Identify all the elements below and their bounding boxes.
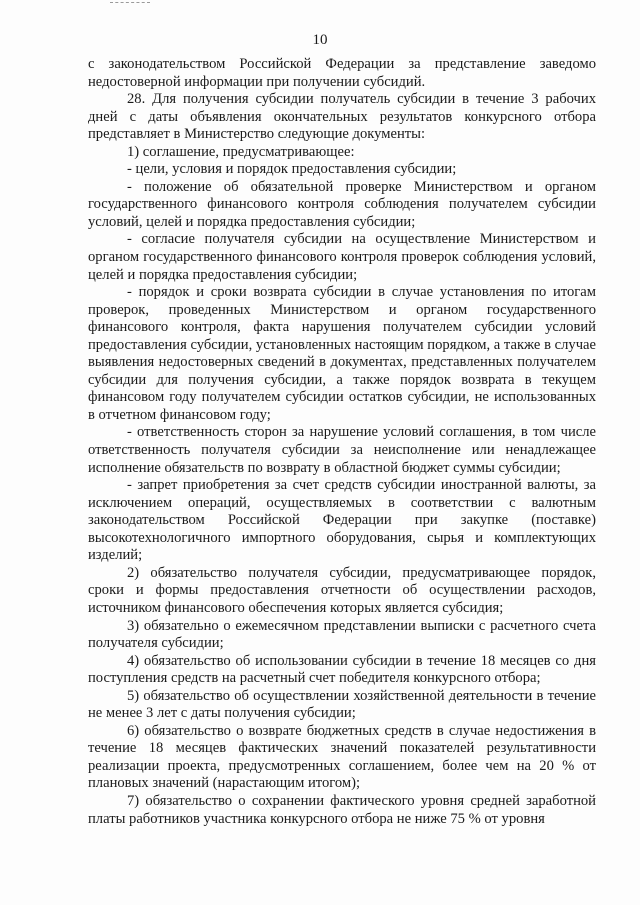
scan-artifact [110, 2, 150, 7]
paragraph: - порядок и сроки возврата субсидии в случае установления по итогам проверок, проведенных Министерством и органом государственного финансового контроля, факта нарушения получателем субсидии условий предоставления субсидии, установленных настоящим порядком, а также в случае выявления недостоверных сведений в документах, представленных получателем субсидии для получения субсидии, а также порядок возврата в текущем финансовом году получателем субсидии остатков субсидии, не использованных в отчетном финансовом году; [88, 284, 596, 423]
paragraph: 28. Для получения субсидии получатель субсидии в течение 3 рабочих дней с даты объявления окончательных результатов конкурсного отбора представляет в Министерство следующие документы: [88, 91, 596, 143]
paragraph: - согласие получателя субсидии на осуществление Министерством и органом государственного финансового контроля проверок соблюдения условий, целей и порядка предоставления субсидии; [88, 231, 596, 283]
paragraph: - ответственность сторон за нарушение условий соглашения, в том числе ответственность получателя субсидии за неисполнение или ненадлежащее исполнение обязательств по возврату в областной бюджет суммы субсидии; [88, 424, 596, 476]
paragraph: - запрет приобретения за счет средств субсидии иностранной валюты, за исключением операций, осуществляемых в соответствии с валютным законодательством Российской Федерации при закупке (поставке) высокотехнологичного импортного оборудования, сырья и комплектующих изделий; [88, 477, 596, 564]
paragraph: 7) обязательство о сохранении фактического уровня средней заработной платы работников участника конкурсного отбора не ниже 75 % от уровня [88, 792, 596, 827]
paragraph: 3) обязательно о ежемесячном представлении выписки с расчетного счета получателя субсидии; [88, 617, 596, 652]
document-body [88, 56, 596, 828]
paragraph: с законодательством Российской Федерации за представление заведомо недостоверной информации при получении субсидий. [88, 56, 596, 90]
paragraph: - цели, условия и порядок предоставления субсидии; [127, 161, 457, 178]
paragraph: 6) обязательство о возврате бюджетных средств в случае недостижения в течение 18 месяцев фактических значений показателей результативности реализации проекта, предусмотренных соглашением, более чем на 20 % от плановых значений (нарастающим итогом); [88, 722, 596, 792]
paragraph: - положение об обязательной проверке Министерством и органом государственного финансового контроля соблюдения получателем субсидии условий, целей и порядка предоставления субсидии; [88, 178, 596, 230]
paragraph: 2) обязательство получателя субсидии, предусматривающее порядок, сроки и формы предоставления отчетности об осуществлении расходов, источником финансового обеспечения которых является субсидия; [88, 564, 596, 616]
page-number: 10 [312, 32, 328, 48]
paragraph: 4) обязательство об использовании субсидии в течение 18 месяцев со дня поступления средств на расчетный счет победителя конкурсного отбора; [88, 652, 596, 687]
paragraph: 1) соглашение, предусматривающее: [127, 143, 355, 160]
paragraph: 5) обязательство об осуществлении хозяйственной деятельности в течение не менее 3 лет с даты получения субсидии; [88, 687, 596, 722]
